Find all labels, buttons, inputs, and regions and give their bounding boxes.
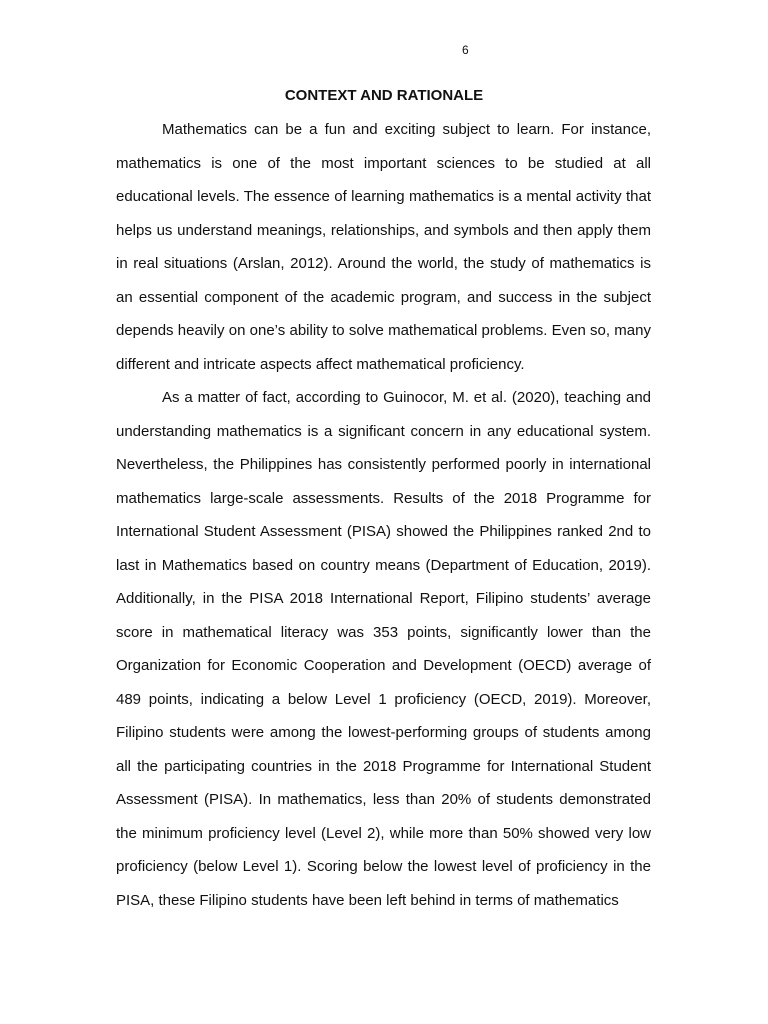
paragraph-2: As a matter of fact, according to Guinocor, M. et al. (2020), teaching and understanding mathematics is a significant concern in any educational system. Nevertheless, the Philippines has consistently performed poorly in international mathematics large-scale assessments. Results of the 2018 Programme for International Student Assessment (PISA) showed the Philippines ranked 2nd to last in Mathematics based on country means (Department of Education, 2019). Additionally, in the PISA 2018 International Report, Filipino students’ average score in mathematical literacy was 353 points, significantly lower than the Organization for Economic Cooperation and Development (OECD) average of 489 points, indicating a below Level 1 proficiency (OECD, 2019). Moreover, Filipino students were among the lowest-performing groups of students among all the participating countries in the 2018 Programme for International Student Assessment (PISA). In mathematics, less than 20% of students demonstrated the minimum proficiency level (Level 2), while more than 50% showed very low proficiency (below Level 1). Scoring below the lowest level of proficiency in the PISA, these Filipino students have been left behind in terms of mathematics (116, 389, 651, 909)
paragraph-1: Mathematics can be a fun and exciting subject to learn. For instance, mathematics is one of the most important sciences to be studied at all educational levels. The essence of learning mathematics is a mental activity that helps us understand meanings, relationships, and symbols and then apply them in real situations (Arslan, 2012). Around the world, the study of mathematics is an essential component of the academic program, and success in the subject depends heavily on one’s ability to solve mathematical problems. Even so, many different and intricate aspects affect mathematical proficiency. (116, 121, 651, 373)
body-text (116, 113, 651, 917)
section-heading: CONTEXT AND RATIONALE (284, 87, 484, 104)
page-number: 6 (462, 43, 469, 57)
